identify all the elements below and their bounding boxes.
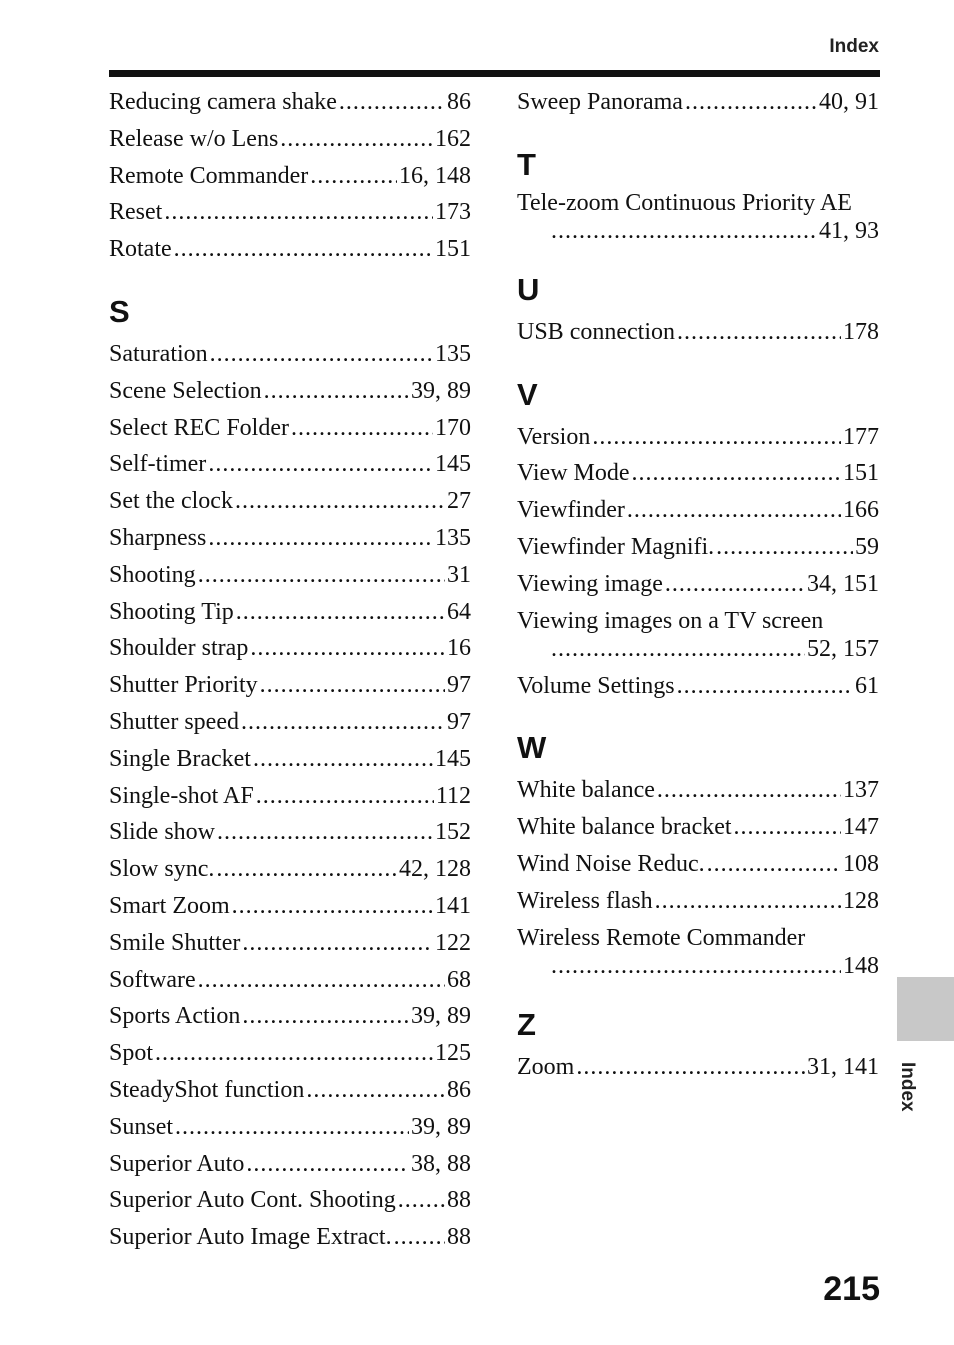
index-entry-term: Viewing image bbox=[517, 570, 663, 597]
side-tab-text: Index bbox=[897, 1062, 918, 1112]
dot-leader bbox=[208, 446, 433, 483]
index-entry-term: Wind Noise Reduc. bbox=[517, 850, 705, 877]
index-entry-term: Set the clock bbox=[109, 488, 233, 515]
index-entry-term: Shooting bbox=[109, 561, 196, 588]
index-entry bbox=[109, 1035, 471, 1072]
side-tab-label bbox=[888, 1062, 928, 1122]
index-entry bbox=[109, 704, 471, 741]
index-entry-term: Spot bbox=[109, 1040, 154, 1067]
index-entry bbox=[517, 924, 879, 981]
index-entry-term: Sharpness bbox=[109, 524, 207, 551]
index-entry-term: Reset bbox=[109, 199, 163, 226]
index-entry bbox=[109, 667, 471, 704]
dot-leader bbox=[632, 455, 841, 492]
index-entry bbox=[109, 336, 471, 373]
dot-leader bbox=[198, 962, 445, 999]
dot-leader bbox=[306, 1072, 445, 1109]
index-entry-pages: 88 bbox=[447, 1187, 471, 1214]
index-entry bbox=[109, 998, 471, 1035]
index-entry bbox=[109, 1219, 471, 1256]
index-entry bbox=[517, 492, 879, 529]
index-entry-pages: 97 bbox=[447, 708, 471, 735]
index-entry bbox=[109, 1072, 471, 1109]
index-entry-term: Viewfinder bbox=[517, 497, 625, 524]
index-entry-pages: 145 bbox=[435, 745, 471, 772]
index-entry-term: Scene Selection bbox=[109, 377, 262, 404]
section-letter-heading: U bbox=[517, 271, 540, 307]
index-entry bbox=[109, 925, 471, 962]
dot-leader bbox=[216, 851, 397, 888]
index-entry-term: Shoulder strap bbox=[109, 635, 249, 662]
index-entry-term: Shutter Priority bbox=[109, 672, 258, 699]
index-entry-pages: 39, 89 bbox=[411, 1113, 471, 1140]
dot-leader bbox=[551, 635, 805, 664]
index-entry-pages: 135 bbox=[435, 524, 471, 551]
index-entry bbox=[517, 314, 879, 351]
index-entry-pages: 27 bbox=[447, 488, 471, 515]
index-entry-term: Select REC Folder bbox=[109, 414, 289, 441]
index-entry-term: Superior Auto bbox=[109, 1150, 245, 1177]
running-head-title: Index bbox=[829, 36, 879, 57]
index-entry bbox=[109, 557, 471, 594]
index-entry-pages: 39, 89 bbox=[411, 377, 471, 404]
index-entry-pages: 166 bbox=[843, 497, 879, 524]
index-entry-term: Self-timer bbox=[109, 451, 207, 478]
dot-leader bbox=[246, 1146, 409, 1183]
index-entry-pages: 112 bbox=[435, 782, 471, 809]
index-entry-term: Remote Commander bbox=[109, 162, 309, 189]
index-entry-term: Sweep Panorama bbox=[517, 89, 683, 115]
index-entry bbox=[109, 1109, 471, 1146]
index-entry-pages: 41, 93 bbox=[819, 218, 879, 245]
index-entry-term: Slide show bbox=[109, 819, 216, 846]
index-entry-term: Version bbox=[517, 423, 591, 450]
index-entry-term: Zoom bbox=[517, 1053, 575, 1080]
dot-leader bbox=[576, 1049, 805, 1086]
index-entry bbox=[109, 962, 471, 999]
index-entry-pages: 125 bbox=[435, 1040, 471, 1067]
index-entry bbox=[109, 851, 471, 888]
dot-leader bbox=[398, 1182, 445, 1219]
section-letter-heading: W bbox=[517, 730, 547, 766]
dot-leader bbox=[217, 814, 433, 851]
index-entry-pages: 64 bbox=[447, 598, 471, 625]
index-entry bbox=[109, 741, 471, 778]
index-entry-term: Superior Auto Cont. Shooting bbox=[109, 1187, 396, 1214]
index-entry-term: Single Bracket bbox=[109, 745, 251, 772]
dot-leader bbox=[155, 1035, 433, 1072]
index-entry-pages: 39, 89 bbox=[411, 1003, 471, 1030]
dot-leader bbox=[280, 121, 433, 158]
dot-leader bbox=[232, 888, 433, 925]
index-entry-term: Software bbox=[109, 966, 196, 993]
dot-leader bbox=[264, 373, 409, 410]
index-entry bbox=[109, 410, 471, 447]
index-entry bbox=[517, 84, 879, 121]
index-entry-term: View Mode bbox=[517, 460, 630, 487]
dot-leader bbox=[734, 809, 841, 846]
index-entry-pages: 59 bbox=[855, 533, 879, 560]
index-entry-term: Rotate bbox=[109, 236, 172, 263]
index-entry-pages: 151 bbox=[435, 236, 471, 263]
index-entry-term: Reducing camera shake bbox=[109, 89, 337, 115]
index-entry-pages: 86 bbox=[447, 89, 471, 115]
index-entry-pages: 147 bbox=[843, 814, 879, 841]
index-entry-pages: 145 bbox=[435, 451, 471, 478]
index-entry-pages: 152 bbox=[435, 819, 471, 846]
index-entry-term: Slow sync. bbox=[109, 856, 215, 883]
index-entry bbox=[109, 594, 471, 631]
index-entry-pages: 148 bbox=[843, 953, 879, 980]
dot-leader bbox=[394, 1219, 445, 1256]
section-letter-heading: Z bbox=[517, 1006, 536, 1042]
dot-leader bbox=[339, 84, 445, 121]
index-entry-pages: 31, 141 bbox=[807, 1053, 879, 1080]
side-thumb-tab bbox=[897, 977, 954, 1041]
index-entry-pages: 38, 88 bbox=[411, 1150, 471, 1177]
index-entry-term: Sports Action bbox=[109, 1003, 241, 1030]
dot-leader bbox=[164, 194, 433, 231]
dot-leader bbox=[657, 772, 841, 809]
index-entry-term: Smart Zoom bbox=[109, 892, 230, 919]
index-entry-term: Wireless Remote Commander bbox=[517, 924, 806, 951]
index-entry bbox=[517, 809, 879, 846]
index-entry-pages: 122 bbox=[435, 929, 471, 956]
index-entry-term: Superior Auto Image Extract. bbox=[109, 1224, 392, 1251]
index-entry-pages: 137 bbox=[843, 777, 879, 804]
section-letter-heading: V bbox=[517, 376, 538, 412]
index-entry-term: Tele-zoom Continuous Priority AE bbox=[517, 189, 852, 216]
index-entry-pages: 108 bbox=[843, 850, 879, 877]
index-entry bbox=[109, 231, 471, 268]
page-number: 215 bbox=[823, 1270, 880, 1308]
index-entry-term: Shooting Tip bbox=[109, 598, 234, 625]
index-entry bbox=[517, 455, 879, 492]
index-entry-pages: 68 bbox=[447, 966, 471, 993]
section-letter-heading: T bbox=[517, 146, 536, 182]
index-entry-pages: 173 bbox=[435, 199, 471, 226]
dot-leader bbox=[242, 998, 409, 1035]
index-entry bbox=[109, 373, 471, 410]
index-entry-pages: 31 bbox=[447, 561, 471, 588]
index-entry bbox=[109, 158, 471, 195]
index-entry-term: Saturation bbox=[109, 340, 208, 367]
index-entry-pages: 34, 151 bbox=[807, 570, 879, 597]
index-entry-term: Wireless flash bbox=[517, 887, 653, 914]
index-entry bbox=[517, 1049, 879, 1086]
dot-leader bbox=[253, 741, 433, 778]
index-entry bbox=[109, 814, 471, 851]
index-entry bbox=[109, 194, 471, 231]
dot-leader bbox=[655, 883, 841, 920]
dot-leader bbox=[310, 158, 397, 195]
index-entry bbox=[109, 520, 471, 557]
dot-leader bbox=[677, 668, 853, 705]
index-entry bbox=[109, 446, 471, 483]
dot-leader bbox=[707, 846, 841, 883]
index-entry-pages: 97 bbox=[447, 672, 471, 699]
dot-leader bbox=[665, 566, 805, 603]
dot-leader bbox=[210, 336, 433, 373]
dot-leader bbox=[256, 778, 434, 815]
index-entry-term: White balance bbox=[517, 777, 655, 804]
index-entry-term: Smile Shutter bbox=[109, 929, 241, 956]
index-entry-term: Release w/o Lens bbox=[109, 125, 279, 152]
index-entry-pages: 16, 148 bbox=[399, 162, 471, 189]
index-entry-pages: 88 bbox=[447, 1224, 471, 1251]
index-entry bbox=[109, 888, 471, 925]
dot-leader bbox=[260, 667, 445, 704]
index-entry-pages: 86 bbox=[447, 1076, 471, 1103]
index-entry bbox=[517, 846, 879, 883]
index-entry-pages: 178 bbox=[843, 318, 879, 345]
index-entry-pages: 177 bbox=[843, 423, 879, 450]
index-entry bbox=[517, 883, 879, 920]
index-entry-term: SteadyShot function bbox=[109, 1076, 305, 1103]
index-entry bbox=[109, 1146, 471, 1183]
index-entry bbox=[517, 668, 879, 705]
index-entry bbox=[109, 778, 471, 815]
dot-leader bbox=[242, 925, 433, 962]
index-entry-pages: 16 bbox=[447, 635, 471, 662]
header-rule bbox=[109, 70, 880, 77]
index-entry-pages: 61 bbox=[855, 672, 879, 699]
dot-leader bbox=[235, 483, 445, 520]
dot-leader bbox=[677, 314, 841, 351]
dot-leader bbox=[685, 84, 817, 121]
index-column-right bbox=[517, 84, 879, 1085]
index-entry bbox=[517, 566, 879, 603]
index-entry-term: White balance bracket bbox=[517, 814, 732, 841]
index-entry-term: Viewing images on a TV screen bbox=[517, 607, 824, 634]
dot-leader bbox=[716, 529, 853, 566]
index-entry-pages: 135 bbox=[435, 340, 471, 367]
dot-leader bbox=[236, 594, 445, 631]
index-entry-pages: 52, 157 bbox=[807, 636, 879, 663]
dot-leader bbox=[551, 217, 817, 246]
dot-leader bbox=[551, 952, 841, 981]
section-letter-heading: S bbox=[109, 293, 130, 329]
index-entry bbox=[517, 189, 879, 246]
index-entry-term: Volume Settings bbox=[517, 672, 675, 699]
index-entry-pages: 42, 128 bbox=[399, 856, 471, 883]
index-entry-term: Sunset bbox=[109, 1113, 174, 1140]
dot-leader bbox=[291, 410, 433, 447]
index-entry bbox=[517, 529, 879, 566]
index-entry-term: Viewfinder Magnifi. bbox=[517, 533, 715, 560]
dot-leader bbox=[250, 630, 445, 667]
index-entry bbox=[109, 483, 471, 520]
index-entry bbox=[109, 630, 471, 667]
dot-leader bbox=[592, 419, 841, 456]
index-entry bbox=[517, 419, 879, 456]
index-entry-pages: 40, 91 bbox=[819, 89, 879, 115]
dot-leader bbox=[198, 557, 445, 594]
dot-leader bbox=[174, 231, 433, 268]
index-entry-pages: 141 bbox=[435, 892, 471, 919]
index-entry bbox=[517, 607, 879, 664]
index-entry-term: Single-shot AF bbox=[109, 782, 254, 809]
index-entry bbox=[109, 121, 471, 158]
index-entry-pages: 128 bbox=[843, 887, 879, 914]
index-entry-term: Shutter speed bbox=[109, 708, 239, 735]
index-entry-pages: 162 bbox=[435, 125, 471, 152]
dot-leader bbox=[627, 492, 841, 529]
dot-leader bbox=[175, 1109, 409, 1146]
index-entry bbox=[109, 1182, 471, 1219]
index-entry-pages: 170 bbox=[435, 414, 471, 441]
index-entry bbox=[109, 84, 471, 121]
dot-leader bbox=[208, 520, 433, 557]
index-entry bbox=[517, 772, 879, 809]
index-column-left bbox=[109, 84, 471, 1256]
index-entry-pages: 151 bbox=[843, 460, 879, 487]
dot-leader bbox=[241, 704, 445, 741]
index-entry-term: USB connection bbox=[517, 318, 675, 345]
